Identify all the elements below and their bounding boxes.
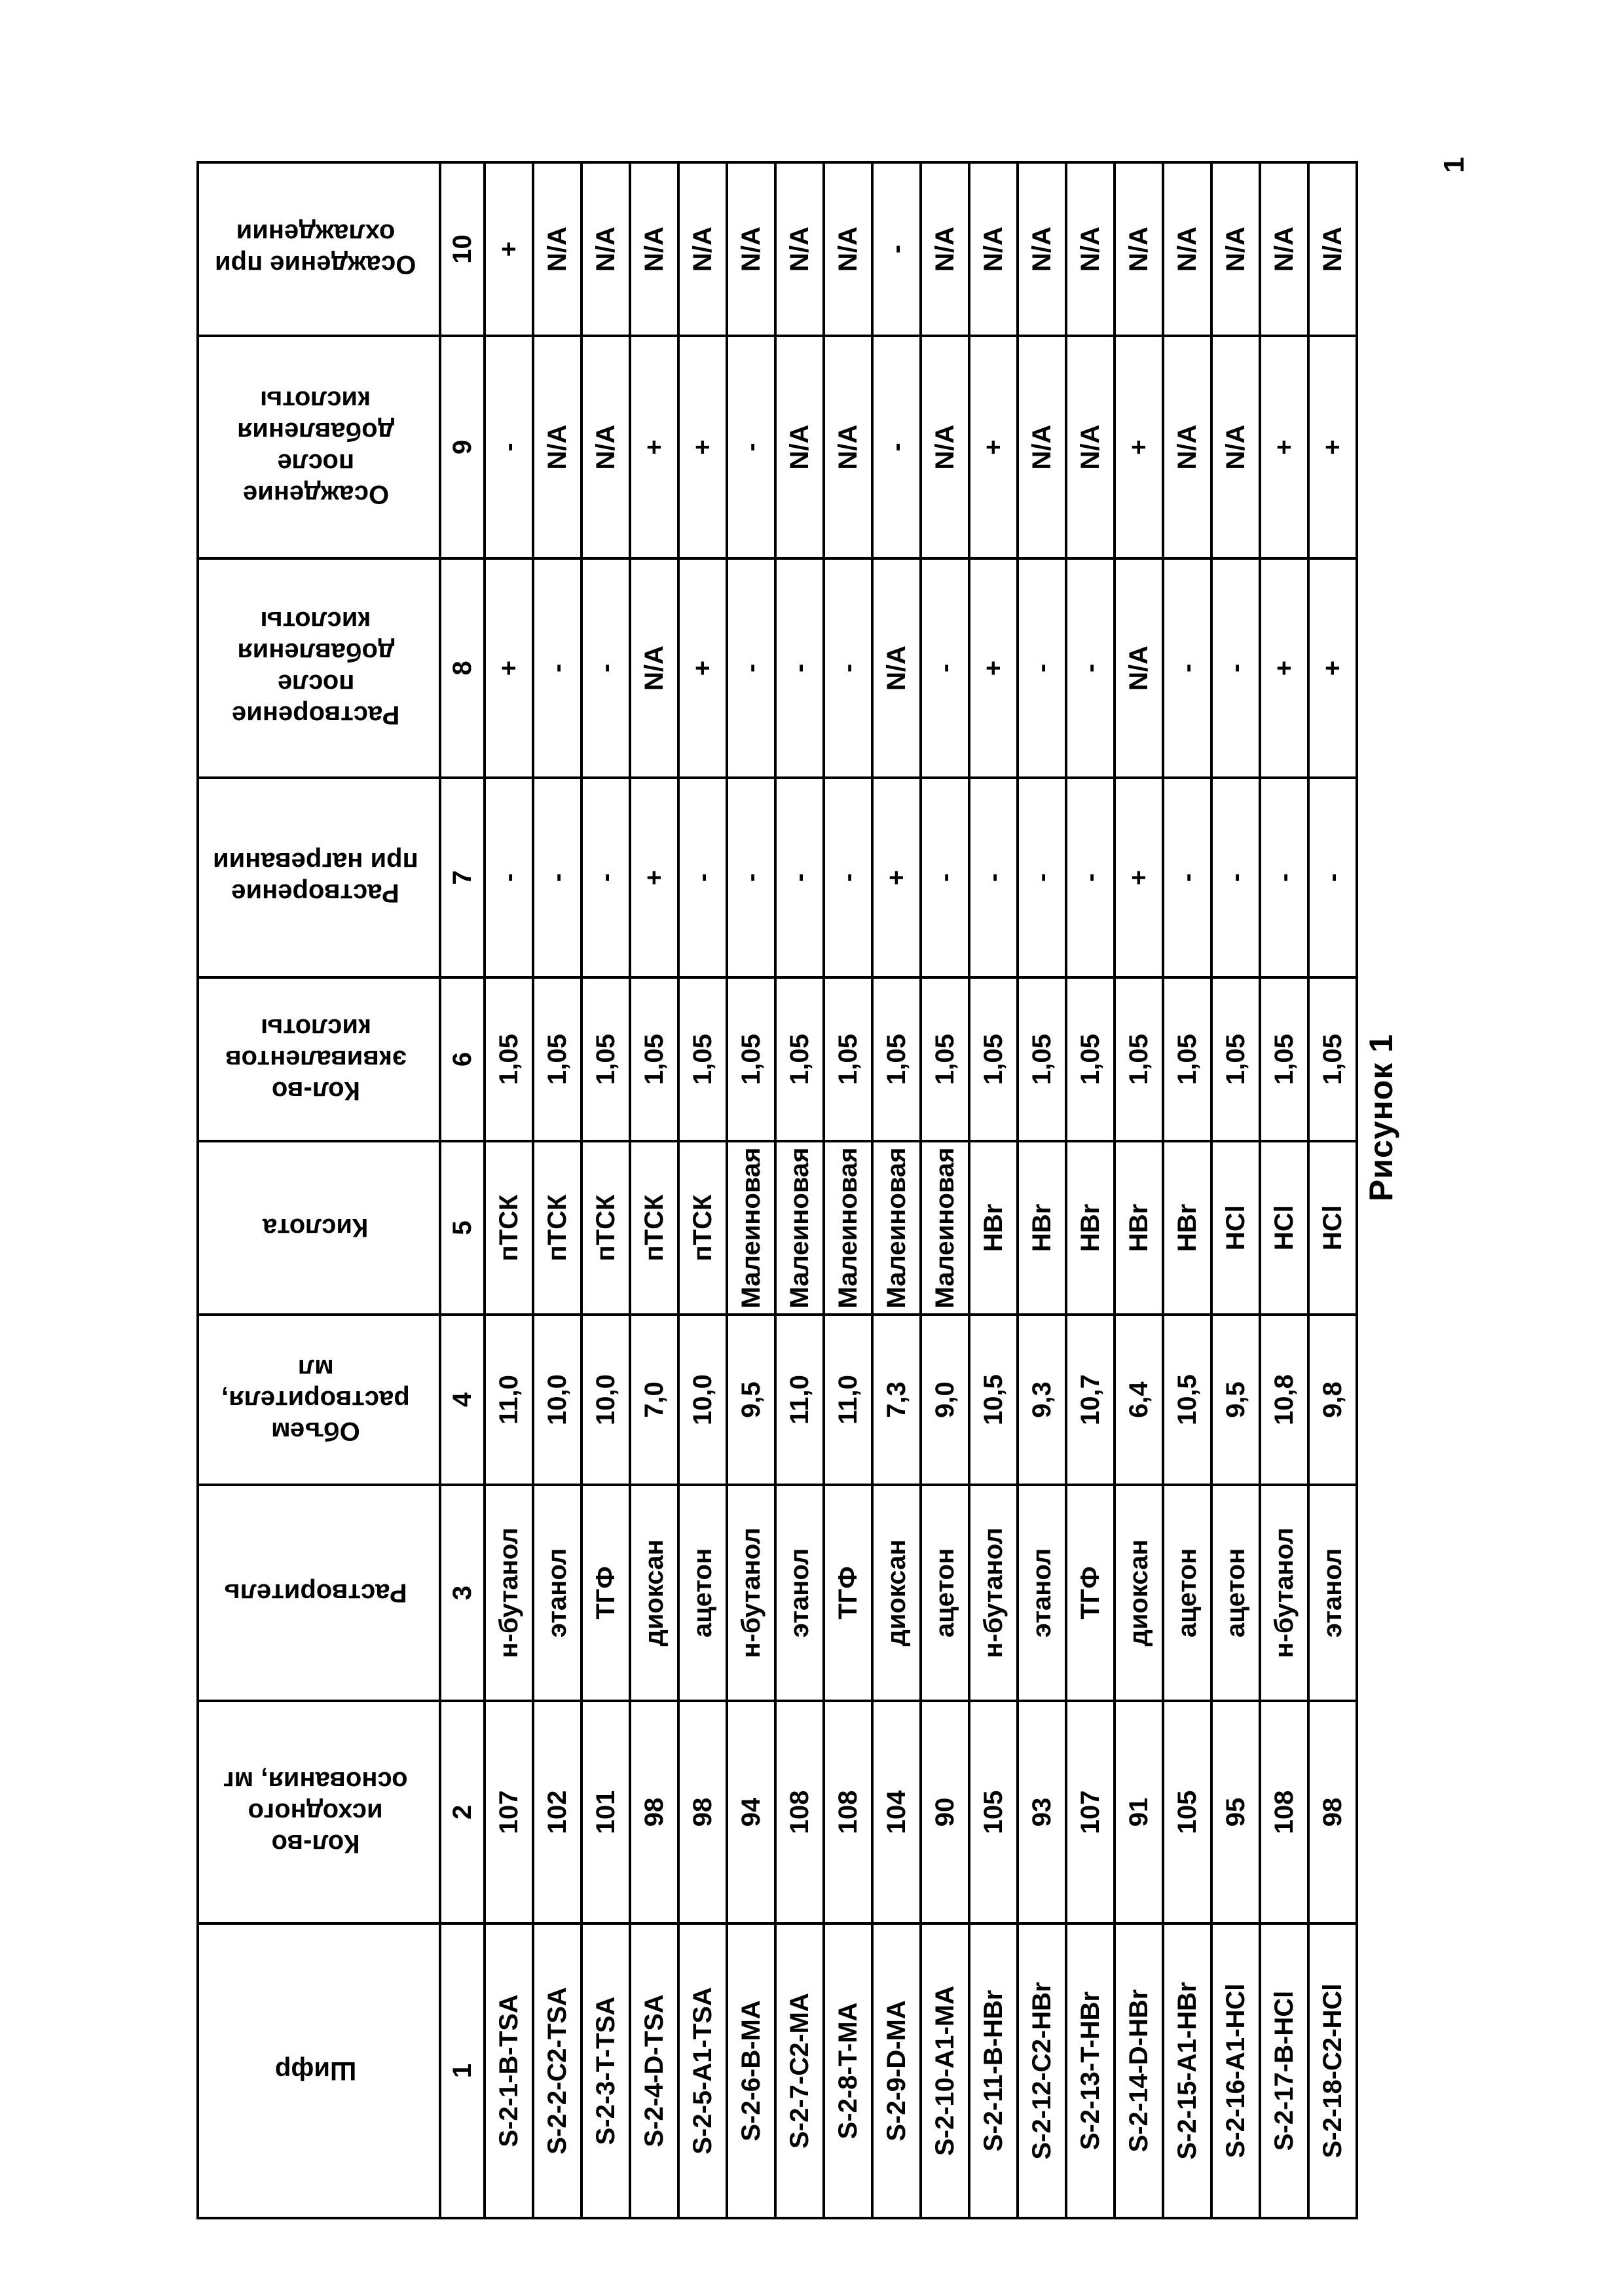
data-cell: HBr	[1018, 1141, 1066, 1315]
table-row	[775, 162, 824, 2218]
data-cell: -	[775, 558, 824, 778]
column-header-cell	[198, 1701, 440, 1923]
data-cell: 1,05	[1018, 977, 1066, 1141]
data-cell: S-2-12-C2-HBr	[1018, 1923, 1066, 2218]
data-cell: S-2-13-T-HBr	[1066, 1923, 1115, 2218]
data-cell: +	[1260, 558, 1308, 778]
data-cell: S-2-17-B-HCl	[1260, 1923, 1308, 2218]
data-cell: S-2-6-B-MA	[727, 1923, 775, 2218]
data-cell: этанол	[533, 1485, 581, 1701]
data-cell: -	[727, 778, 775, 977]
data-cell: -	[921, 558, 969, 778]
figure-caption: Рисунок 1	[1363, 1033, 1399, 1202]
table-row	[1115, 162, 1163, 2218]
data-cell: N/A	[727, 162, 775, 336]
data-cell: N/A	[1260, 162, 1308, 336]
data-cell: +	[678, 558, 727, 778]
data-cell: N/A	[581, 336, 630, 558]
data-cell: N/A	[1018, 336, 1066, 558]
column-header-cell	[198, 1315, 440, 1485]
data-cell: HBr	[969, 1141, 1018, 1315]
data-cell: 1,05	[727, 977, 775, 1141]
data-cell: 11,0	[775, 1315, 824, 1485]
data-cell: -	[1211, 778, 1260, 977]
data-cell: 10,0	[581, 1315, 630, 1485]
column-header-label: Растворитель	[224, 1578, 407, 1607]
data-cell: N/A	[872, 558, 921, 778]
table-row	[1211, 162, 1260, 2218]
data-cell: N/A	[1115, 558, 1163, 778]
data-cell: 1,05	[824, 977, 872, 1141]
column-header-label: Объем растворителя, мл	[221, 1354, 410, 1446]
data-cell: этанол	[1308, 1485, 1357, 1701]
data-cell: диоксан	[630, 1485, 678, 1701]
data-cell: -	[824, 558, 872, 778]
data-cell: 6,4	[1115, 1315, 1163, 1485]
data-cell: -	[485, 778, 533, 977]
data-cell: 7,0	[630, 1315, 678, 1485]
table-row	[872, 162, 921, 2218]
column-header-label: Кол-во эквивалентов кислоты	[225, 1013, 407, 1105]
data-cell: 1,05	[678, 977, 727, 1141]
table-row	[533, 162, 581, 2218]
data-cell: 90	[921, 1701, 969, 1923]
data-cell: 101	[581, 1701, 630, 1923]
column-header-label: Растворение после добавления кислоты	[231, 606, 400, 730]
data-cell: 10,0	[533, 1315, 581, 1485]
data-cell: диоксан	[872, 1485, 921, 1701]
data-cell: 107	[485, 1701, 533, 1923]
data-cell: +	[1115, 778, 1163, 977]
data-cell: +	[1308, 558, 1357, 778]
data-cell: S-2-10-A1-MA	[921, 1923, 969, 2218]
column-header-cell	[198, 1485, 440, 1701]
table-row	[630, 162, 678, 2218]
data-cell: 94	[727, 1701, 775, 1923]
data-cell: 1,05	[969, 977, 1018, 1141]
data-cell: N/A	[678, 162, 727, 336]
data-cell: S-2-9-D-MA	[872, 1923, 921, 2218]
data-cell: -	[921, 778, 969, 977]
column-header-label: Кол-во исходного основания, мг	[223, 1766, 408, 1858]
data-cell: 93	[1018, 1701, 1066, 1923]
data-cell: 95	[1211, 1701, 1260, 1923]
table-row	[969, 162, 1018, 2218]
data-cell: +	[678, 336, 727, 558]
data-cell: 98	[1308, 1701, 1357, 1923]
data-cell: N/A	[775, 162, 824, 336]
data-cell: S-2-2-C2-TSA	[533, 1923, 581, 2218]
data-cell: 1,05	[1260, 977, 1308, 1141]
column-number: 2	[440, 1701, 485, 1923]
data-cell: -	[1018, 778, 1066, 977]
data-cell: N/A	[1211, 162, 1260, 336]
data-cell: 1,05	[872, 977, 921, 1141]
data-cell: N/A	[630, 162, 678, 336]
data-cell: N/A	[1066, 162, 1115, 336]
column-header-cell	[198, 977, 440, 1141]
table-row	[1308, 162, 1357, 2218]
column-number: 3	[440, 1485, 485, 1701]
data-cell: N/A	[921, 162, 969, 336]
data-cell: -	[1260, 778, 1308, 977]
data-cell: 1,05	[630, 977, 678, 1141]
data-cell: N/A	[824, 162, 872, 336]
data-cell: S-2-11-B-HBr	[969, 1923, 1018, 2218]
table-row	[581, 162, 630, 2218]
data-cell: +	[485, 162, 533, 336]
table-row	[1066, 162, 1115, 2218]
data-cell: -	[872, 162, 921, 336]
data-cell: 1,05	[1308, 977, 1357, 1141]
data-cell: HCl	[1260, 1141, 1308, 1315]
data-cell: -	[581, 558, 630, 778]
data-cell: -	[581, 778, 630, 977]
data-cell: 1,05	[1115, 977, 1163, 1141]
column-header-label: Шифр	[274, 2056, 357, 2085]
data-cell: +	[1115, 336, 1163, 558]
table-row	[824, 162, 872, 2218]
column-number: 5	[440, 1141, 485, 1315]
data-cell: Малеиновая	[775, 1141, 824, 1315]
data-cell: -	[1018, 558, 1066, 778]
data-cell: -	[678, 778, 727, 977]
data-cell: HBr	[1163, 1141, 1211, 1315]
data-cell: -	[533, 778, 581, 977]
data-cell: 10,5	[969, 1315, 1018, 1485]
data-cell: 102	[533, 1701, 581, 1923]
data-cell: S-2-16-A1-HCl	[1211, 1923, 1260, 2218]
data-cell: S-2-5-A1-TSA	[678, 1923, 727, 2218]
data-cell: 107	[1066, 1701, 1115, 1923]
column-header-label: Осаждение после добавления кислоты	[236, 386, 395, 509]
data-cell: -	[969, 778, 1018, 977]
data-cell: 108	[824, 1701, 872, 1923]
column-number: 10	[440, 162, 485, 336]
data-cell: -	[1163, 558, 1211, 778]
data-cell: N/A	[969, 162, 1018, 336]
column-header-cell	[198, 558, 440, 778]
data-cell: Малеиновая	[727, 1141, 775, 1315]
table-row	[485, 162, 533, 2218]
data-cell: Малеиновая	[872, 1141, 921, 1315]
data-cell: +	[872, 778, 921, 977]
data-cell: 1,05	[921, 977, 969, 1141]
data-cell: н-бутанол	[485, 1485, 533, 1701]
data-cell: S-2-18-C2-HCl	[1308, 1923, 1357, 2218]
data-cell: N/A	[921, 336, 969, 558]
data-cell: HCl	[1211, 1141, 1260, 1315]
data-cell: -	[1163, 778, 1211, 977]
data-cell: 98	[630, 1701, 678, 1923]
data-cell: ТГФ	[824, 1485, 872, 1701]
data-cell: N/A	[824, 336, 872, 558]
data-cell: 9,3	[1018, 1315, 1066, 1485]
column-number: 6	[440, 977, 485, 1141]
data-cell: -	[727, 336, 775, 558]
table-row	[921, 162, 969, 2218]
data-cell: пТСК	[581, 1141, 630, 1315]
data-cell: N/A	[581, 162, 630, 336]
data-cell: N/A	[1211, 336, 1260, 558]
data-cell: пТСК	[678, 1141, 727, 1315]
data-cell: 1,05	[775, 977, 824, 1141]
data-cell: пТСК	[485, 1141, 533, 1315]
data-cell: N/A	[533, 336, 581, 558]
data-cell: N/A	[1066, 336, 1115, 558]
data-cell: н-бутанол	[1260, 1485, 1308, 1701]
data-cell: этанол	[1018, 1485, 1066, 1701]
data-cell: +	[485, 558, 533, 778]
data-cell: Малеиновая	[824, 1141, 872, 1315]
data-cell: 98	[678, 1701, 727, 1923]
data-cell: N/A	[1163, 162, 1211, 336]
data-cell: S-2-1-B-TSA	[485, 1923, 533, 2218]
column-header-cell	[198, 778, 440, 977]
data-cell: -	[1211, 558, 1260, 778]
column-number: 8	[440, 558, 485, 778]
data-cell: диоксан	[1115, 1485, 1163, 1701]
data-cell: N/A	[630, 558, 678, 778]
data-cell: +	[630, 778, 678, 977]
column-header-cell	[198, 1141, 440, 1315]
data-cell: S-2-4-D-TSA	[630, 1923, 678, 2218]
data-cell: -	[775, 778, 824, 977]
data-cell: HBr	[1066, 1141, 1115, 1315]
table-row	[1018, 162, 1066, 2218]
data-cell: 91	[1115, 1701, 1163, 1923]
data-cell: 105	[1163, 1701, 1211, 1923]
data-cell: н-бутанол	[969, 1485, 1018, 1701]
data-cell: S-2-14-D-HBr	[1115, 1923, 1163, 2218]
data-cell: этанол	[775, 1485, 824, 1701]
data-cell: ацетон	[1163, 1485, 1211, 1701]
data-cell: 1,05	[485, 977, 533, 1141]
data-cell: пТСК	[630, 1141, 678, 1315]
table-row	[1163, 162, 1211, 2218]
data-cell: ацетон	[1211, 1485, 1260, 1701]
data-cell: N/A	[1308, 162, 1357, 336]
data-cell: +	[630, 336, 678, 558]
data-cell: N/A	[1163, 336, 1211, 558]
data-cell: 9,0	[921, 1315, 969, 1485]
data-cell: ТГФ	[581, 1485, 630, 1701]
data-cell: +	[969, 558, 1018, 778]
column-header-cell	[198, 336, 440, 558]
data-cell: +	[1308, 336, 1357, 558]
data-cell: N/A	[1115, 162, 1163, 336]
data-cell: 108	[775, 1701, 824, 1923]
data-cell: 11,0	[824, 1315, 872, 1485]
column-number: 1	[440, 1923, 485, 2218]
data-cell: 11,0	[485, 1315, 533, 1485]
column-header-cell	[198, 1923, 440, 2218]
data-cell: пТСК	[533, 1141, 581, 1315]
data-cell: 10,8	[1260, 1315, 1308, 1485]
table-row	[1260, 162, 1308, 2218]
column-header-cell	[198, 162, 440, 336]
data-cell: н-бутанол	[727, 1485, 775, 1701]
table-row	[727, 162, 775, 2218]
data-cell: 1,05	[533, 977, 581, 1141]
data-cell: 7,3	[872, 1315, 921, 1485]
data-cell: 10,5	[1163, 1315, 1211, 1485]
data-cell: +	[969, 336, 1018, 558]
data-cell: HBr	[1115, 1141, 1163, 1315]
column-header-label: Осаждение при охлаждении	[215, 219, 416, 280]
data-cell: 9,5	[727, 1315, 775, 1485]
data-cell: -	[485, 336, 533, 558]
salt-screening-table	[196, 161, 1358, 2219]
data-cell: 104	[872, 1701, 921, 1923]
column-number: 7	[440, 778, 485, 977]
data-cell: S-2-3-T-TSA	[581, 1923, 630, 2218]
data-cell: S-2-15-A1-HBr	[1163, 1923, 1211, 2218]
data-cell: -	[1066, 778, 1115, 977]
data-cell: 10,0	[678, 1315, 727, 1485]
column-number: 9	[440, 336, 485, 558]
table-header-row	[198, 162, 440, 2218]
data-cell: 105	[969, 1701, 1018, 1923]
data-cell: 9,8	[1308, 1315, 1357, 1485]
data-cell: N/A	[775, 336, 824, 558]
data-cell: 1,05	[581, 977, 630, 1141]
data-cell: -	[1066, 558, 1115, 778]
column-header-label: Растворение при нагревании	[213, 847, 418, 908]
data-cell: 1,05	[1066, 977, 1115, 1141]
data-cell: S-2-8-T-MA	[824, 1923, 872, 2218]
data-cell: -	[1308, 778, 1357, 977]
column-numbers-row	[440, 162, 485, 2218]
data-cell: +	[1260, 336, 1308, 558]
data-cell: -	[727, 558, 775, 778]
data-cell: 108	[1260, 1701, 1308, 1923]
data-cell: ацетон	[678, 1485, 727, 1701]
data-cell: 10,7	[1066, 1315, 1115, 1485]
data-cell: 1,05	[1211, 977, 1260, 1141]
column-number: 4	[440, 1315, 485, 1485]
data-cell: ТГФ	[1066, 1485, 1115, 1701]
data-cell: -	[533, 558, 581, 778]
data-cell: N/A	[533, 162, 581, 336]
data-cell: 1,05	[1163, 977, 1211, 1141]
data-cell: 9,5	[1211, 1315, 1260, 1485]
data-cell: -	[824, 778, 872, 977]
data-cell: N/A	[1018, 162, 1066, 336]
page-number: 1	[1438, 156, 1470, 173]
data-cell: HCl	[1308, 1141, 1357, 1315]
data-cell: ацетон	[921, 1485, 969, 1701]
data-cell: -	[872, 336, 921, 558]
column-header-label: Кислота	[263, 1213, 369, 1243]
data-cell: S-2-7-C2-MA	[775, 1923, 824, 2218]
table-row	[678, 162, 727, 2218]
data-cell: Малеиновая	[921, 1141, 969, 1315]
